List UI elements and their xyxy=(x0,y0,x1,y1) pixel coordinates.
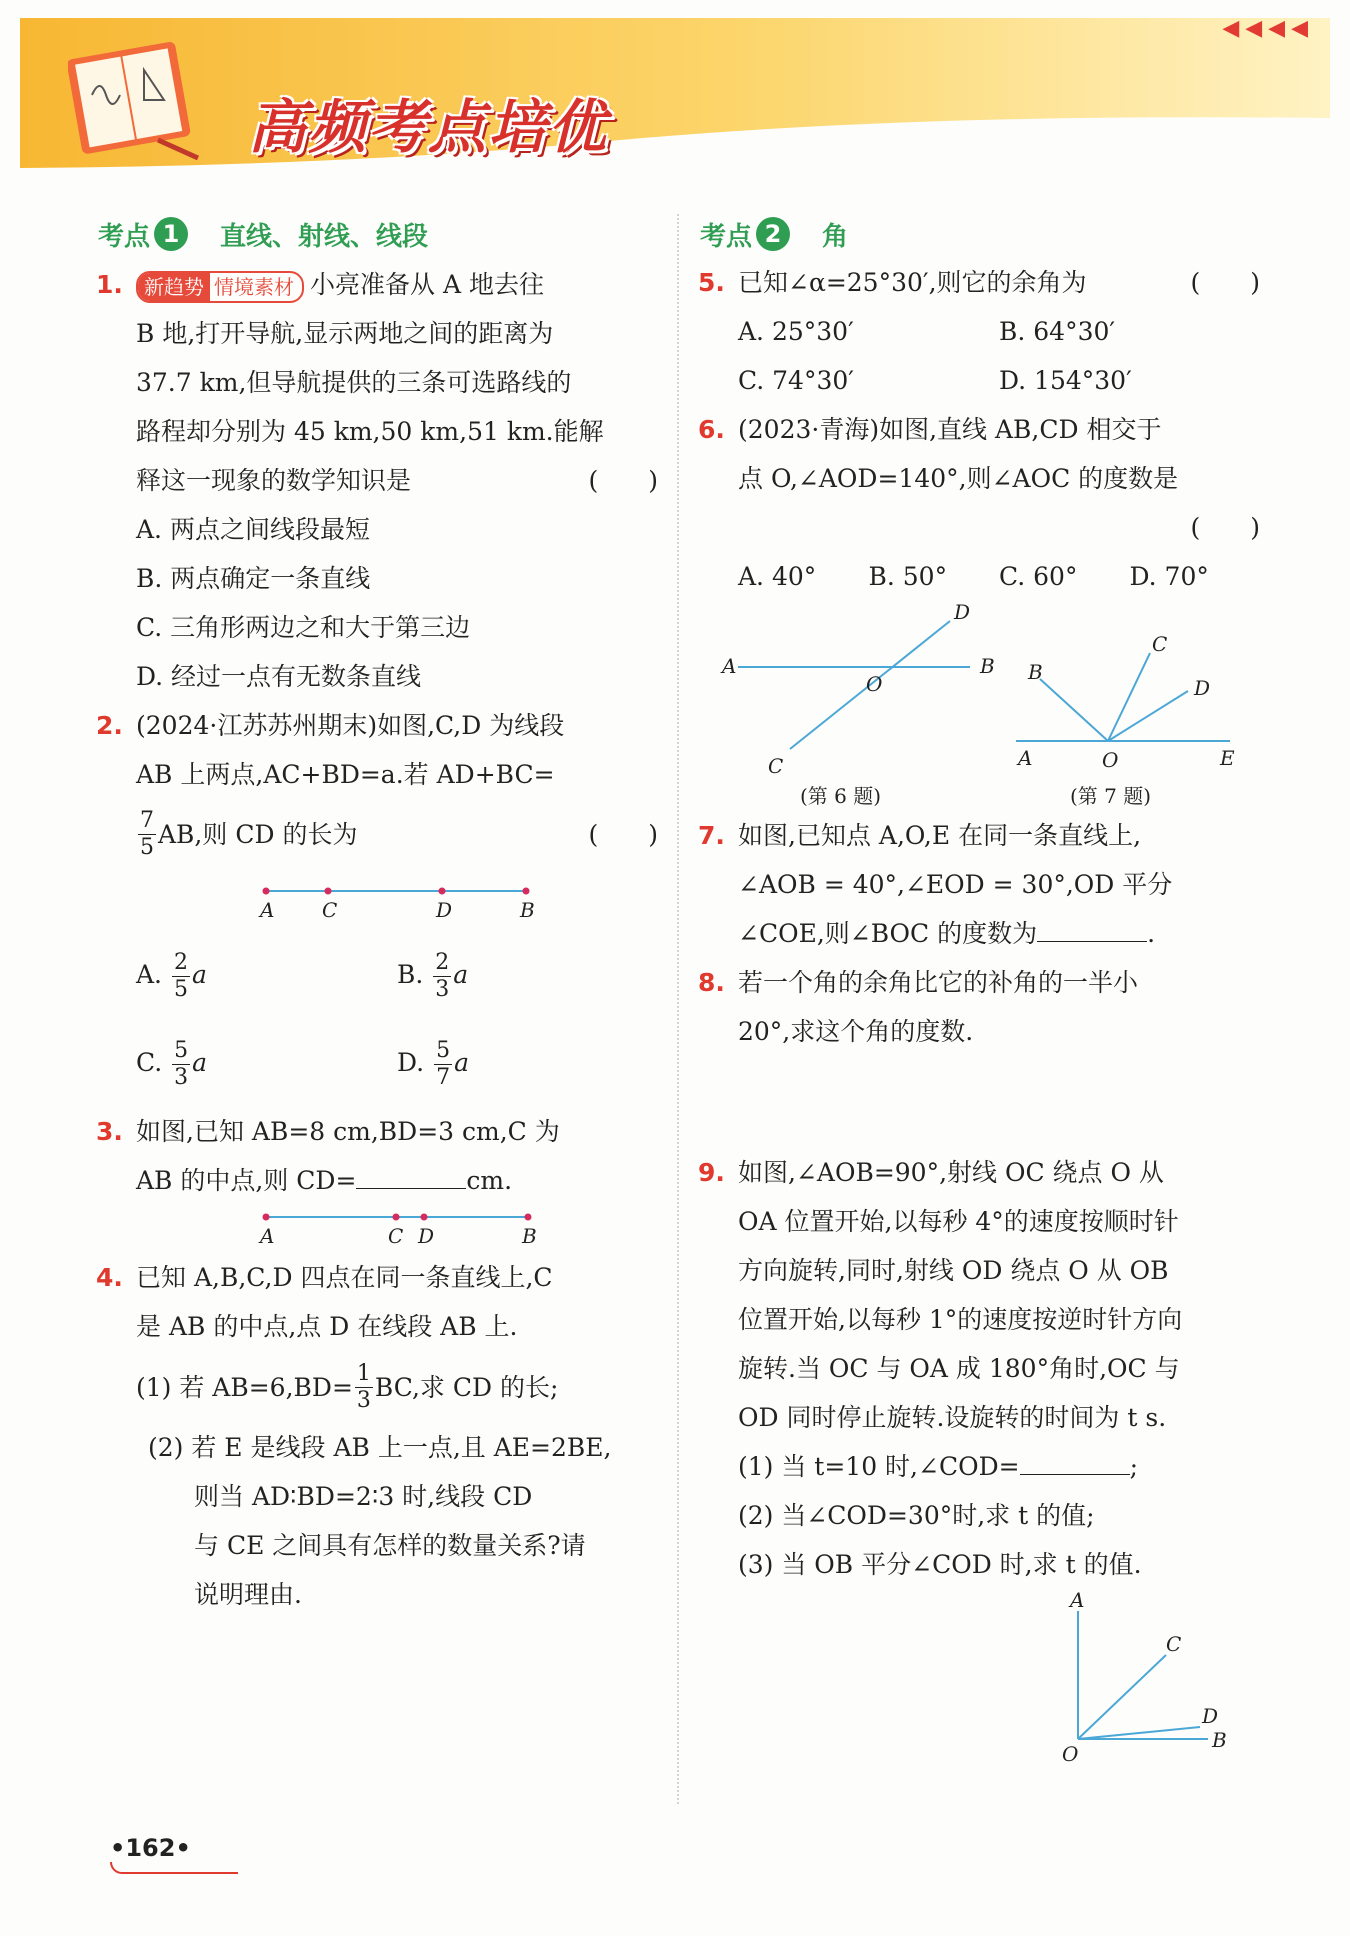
question-1 xyxy=(98,260,658,701)
question-text: 如图,∠AOB=90°,射线 OC 绕点 O 从 xyxy=(738,1158,1164,1187)
point-label: A xyxy=(1070,1589,1085,1612)
topic-number-badge: 2 xyxy=(756,217,790,251)
option-a xyxy=(136,950,397,1001)
option: A. 两点之间线段最短 xyxy=(136,515,370,544)
sub-question-1 xyxy=(700,1442,1260,1491)
question-6 xyxy=(700,405,1260,601)
question-number: 3. xyxy=(96,1117,123,1146)
answer-blank[interactable] xyxy=(356,1162,466,1189)
question-text: 方向旋转,同时,射线 OD 绕点 O 从 OB xyxy=(738,1256,1169,1285)
fraction xyxy=(434,1037,452,1090)
angle-diagram xyxy=(700,1589,1260,1769)
question-text: AB 上两点,AC+BD=a.若 AD+BC= xyxy=(136,760,555,789)
topic-heading-1 xyxy=(98,210,658,258)
denominator: 5 xyxy=(173,976,188,1002)
question-text: 说明理由. xyxy=(194,1580,302,1609)
question-text: 小亮准备从 A 地去往 xyxy=(310,270,544,299)
denominator: 3 xyxy=(356,1387,371,1413)
numerator: 5 xyxy=(436,1037,451,1063)
question-text: 如图,已知 AB=8 cm,BD=3 cm,C 为 xyxy=(136,1117,560,1146)
option: B. 64°30′ xyxy=(999,317,1116,346)
option-letter: D. xyxy=(397,1047,425,1077)
numerator: 5 xyxy=(174,1037,189,1063)
question-text: 释这一现象的数学知识是 xyxy=(136,466,412,495)
numerator: 2 xyxy=(435,949,450,975)
point-label: C xyxy=(388,1224,404,1248)
question-text: 位置开始,以每秒 1°的速度按逆时针方向 xyxy=(738,1305,1183,1334)
point-label: D xyxy=(1194,676,1211,700)
question-text: AB 的中点,则 CD= xyxy=(136,1166,357,1195)
options-row xyxy=(700,356,1260,405)
option-letter: C. xyxy=(136,1047,163,1077)
angle-diagrams xyxy=(700,601,1260,811)
question-5 xyxy=(700,258,1260,405)
question-text: ∠AOB = 40°,∠EOD = 30°,OD 平分 xyxy=(738,870,1173,899)
point-label: C xyxy=(1152,632,1168,656)
right-column xyxy=(700,210,1260,1769)
trend-tag xyxy=(136,271,304,303)
point-label: B xyxy=(522,1224,537,1248)
question-text: AB,则 CD 的长为 xyxy=(158,819,358,849)
point-label: C xyxy=(768,754,784,778)
answer-space[interactable] xyxy=(700,1056,1260,1148)
question-9 xyxy=(700,1148,1260,1769)
answer-parentheses: ( ) xyxy=(588,819,658,849)
answer-blank[interactable] xyxy=(1020,1448,1130,1475)
question-text: OA 位置开始,以每秒 4°的速度按顺时针 xyxy=(738,1207,1179,1236)
figure-q3 xyxy=(98,1205,658,1253)
variable: a xyxy=(454,1047,469,1077)
question-text: 若一个角的余角比它的补角的一半小 xyxy=(738,968,1139,997)
option: C. 60° xyxy=(999,562,1078,591)
question-text: 点 O,∠AOD=140°,则∠AOC 的度数是 xyxy=(738,464,1179,493)
sub-question-2 xyxy=(98,1423,658,1619)
fraction xyxy=(433,949,451,1002)
tag-new-trend: 新趋势 xyxy=(138,273,210,301)
point-label: B xyxy=(1212,1728,1227,1752)
question-text: 已知∠α=25°30′,则它的余角为 xyxy=(738,268,1087,297)
question-text: OD 同时停止旋转.设旋转的时间为 t s. xyxy=(738,1403,1167,1432)
options-row xyxy=(98,931,658,1019)
question-number: 7. xyxy=(698,821,725,850)
point-label: B xyxy=(520,898,535,922)
question-text: (1) 当 t=10 时,∠COD= xyxy=(738,1452,1020,1481)
question-text: ; xyxy=(1129,1452,1139,1481)
numerator: 2 xyxy=(173,949,188,975)
header-banner xyxy=(20,18,1330,168)
answer-blank[interactable] xyxy=(1037,915,1147,942)
question-7 xyxy=(700,811,1260,958)
figure-caption: (第 7 题) xyxy=(1070,784,1152,808)
point-label: O xyxy=(866,672,883,696)
question-number: 5. xyxy=(698,268,725,297)
question-text: ∠COE,则∠BOC 的度数为 xyxy=(738,919,1038,948)
question-text: (1) 若 AB=6,BD= xyxy=(136,1372,353,1402)
answer-parentheses: ( ) xyxy=(1190,513,1260,542)
topic-prefix: 考点 xyxy=(700,221,753,252)
topic-heading-2 xyxy=(700,210,1260,258)
segment-diagram xyxy=(98,1205,658,1253)
variable: a xyxy=(192,1047,208,1077)
figure-q2 xyxy=(98,869,658,931)
question-4 xyxy=(98,1253,658,1619)
option-b xyxy=(397,950,658,1001)
question-number: 9. xyxy=(698,1158,725,1187)
figure-q9 xyxy=(700,1589,1260,1769)
question-text: 37.7 km,但导航提供的三条可选路线的 xyxy=(136,368,572,397)
question-text: 已知 A,B,C,D 四点在同一条直线上,C xyxy=(136,1263,553,1292)
question-3 xyxy=(98,1107,658,1253)
option: D. 经过一点有无数条直线 xyxy=(136,662,422,691)
question-text: 如图,已知点 A,O,E 在同一条直线上, xyxy=(738,821,1142,850)
point-label: D xyxy=(1202,1704,1219,1728)
numerator: 1 xyxy=(356,1360,371,1386)
question-2 xyxy=(98,701,658,1107)
denominator: 3 xyxy=(435,976,450,1002)
topic-prefix: 考点 xyxy=(98,221,151,252)
option-c xyxy=(136,1038,397,1089)
page-title: 高频考点培优 xyxy=(248,93,609,161)
fraction xyxy=(172,1037,190,1090)
question-text: (2023·青海)如图,直线 AB,CD 相交于 xyxy=(738,415,1162,444)
question-text: BC,求 CD 的长; xyxy=(374,1372,559,1402)
tag-context: 情境素材 xyxy=(214,274,294,299)
topic-number-badge: 1 xyxy=(154,217,188,251)
variable: a xyxy=(453,959,469,989)
question-text: . xyxy=(1147,919,1156,948)
point-label: A xyxy=(260,898,275,922)
denominator: 7 xyxy=(436,1064,451,1090)
sub-question-3: (3) 当 OB 平分∠COD 时,求 t 的值. xyxy=(738,1550,1142,1579)
answer-parentheses: ( ) xyxy=(1190,268,1260,297)
fraction xyxy=(355,1360,373,1413)
option: A. 25°30′ xyxy=(738,317,854,346)
option: D. 70° xyxy=(1129,562,1209,591)
option-letter: A. xyxy=(136,959,163,989)
left-column xyxy=(98,210,658,1619)
option: B. 50° xyxy=(868,562,948,591)
option: D. 154°30′ xyxy=(999,366,1132,395)
question-text: 则当 AD∶BD=2∶3 时,线段 CD xyxy=(194,1482,533,1511)
point-label: D xyxy=(954,601,971,624)
question-number: 2. xyxy=(96,711,123,740)
option: C. 三角形两边之和大于第三边 xyxy=(136,613,471,642)
question-text: 是 AB 的中点,点 D 在线段 AB 上. xyxy=(136,1312,518,1341)
question-number: 6. xyxy=(698,415,725,444)
denominator: 5 xyxy=(140,834,154,860)
option-d xyxy=(397,1038,658,1089)
point-label: A xyxy=(1018,746,1033,770)
point-label: C xyxy=(322,898,338,922)
segment-diagram xyxy=(98,869,658,931)
question-8 xyxy=(700,958,1260,1148)
notebook-icon xyxy=(68,40,208,160)
question-text: 20°,求这个角的度数. xyxy=(738,1017,974,1046)
figure-caption: (第 6 题) xyxy=(800,784,882,808)
point-label: B xyxy=(1028,660,1043,684)
figures-6-7 xyxy=(700,601,1260,811)
sub-question-1 xyxy=(98,1351,658,1423)
variable: a xyxy=(191,959,207,989)
option: C. 74°30′ xyxy=(738,366,854,395)
fraction xyxy=(172,949,190,1002)
option-letter: B. xyxy=(397,959,424,989)
options-row xyxy=(98,1019,658,1107)
fraction xyxy=(138,807,156,860)
corner-marks: ◀◀◀◀ xyxy=(1222,16,1314,41)
sub-question-2: (2) 当∠COD=30°时,求 t 的值; xyxy=(738,1501,1095,1530)
option: A. 40° xyxy=(738,562,817,591)
point-label: A xyxy=(260,1224,275,1248)
banner-background xyxy=(20,18,1330,168)
page-number-decoration xyxy=(110,1862,238,1874)
question-text: B 地,打开导航,显示两地之间的距离为 xyxy=(136,319,554,348)
topic-name: 直线、射线、线段 xyxy=(220,221,429,252)
options-row xyxy=(700,552,1260,601)
question-text: 与 CE 之间具有怎样的数量关系?请 xyxy=(194,1531,586,1560)
question-number: 1. xyxy=(96,270,123,299)
point-label: D xyxy=(418,1224,435,1248)
question-text: cm. xyxy=(466,1166,513,1195)
question-text: 路程却分别为 45 km,50 km,51 km.能解 xyxy=(136,417,604,446)
point-label: C xyxy=(1166,1632,1182,1656)
point-label: O xyxy=(1062,1742,1079,1766)
point-label: A xyxy=(722,654,737,678)
question-number: 8. xyxy=(698,968,725,997)
question-text: 旋转.当 OC 与 OA 成 180°角时,OC 与 xyxy=(738,1354,1180,1383)
option: B. 两点确定一条直线 xyxy=(136,564,371,593)
question-number: 4. xyxy=(96,1263,123,1292)
question-text: (2) 若 E 是线段 AB 上一点,且 AE=2BE, xyxy=(148,1433,612,1462)
answer-parentheses: ( ) xyxy=(588,466,658,495)
point-label: E xyxy=(1220,746,1235,770)
point-label: O xyxy=(1102,748,1119,772)
column-divider xyxy=(677,214,679,1804)
point-label: B xyxy=(980,654,995,678)
numerator: 7 xyxy=(140,807,154,833)
denominator: 3 xyxy=(174,1064,189,1090)
options-row xyxy=(700,307,1260,356)
page-number: •162• xyxy=(110,1834,191,1862)
question-text: (2024·江苏苏州期末)如图,C,D 为线段 xyxy=(136,711,565,740)
topic-name: 角 xyxy=(822,221,849,252)
point-label: D xyxy=(436,898,453,922)
